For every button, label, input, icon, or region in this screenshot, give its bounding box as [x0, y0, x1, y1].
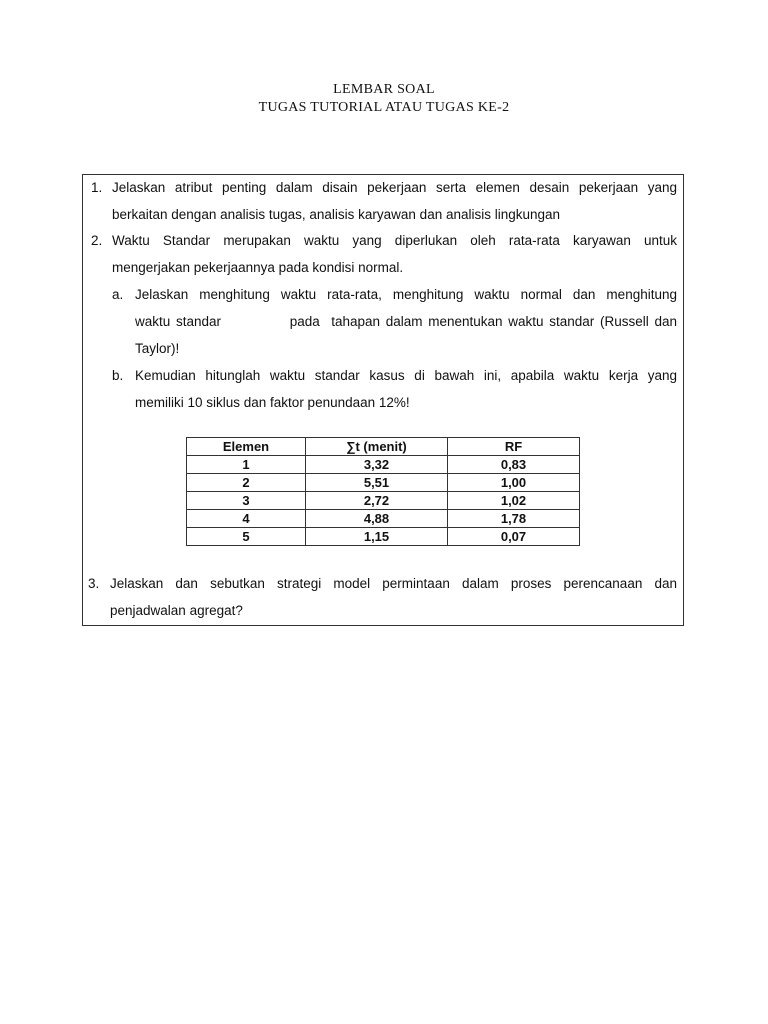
table-row	[187, 510, 580, 528]
cell-elemen: 5	[187, 528, 306, 546]
question-2b-letter: b.	[112, 368, 124, 383]
rf-table	[186, 437, 580, 546]
question-1-number: 1.	[91, 180, 103, 195]
document-subtitle: TUGAS TUTORIAL ATAU TUGAS KE-2	[258, 100, 510, 115]
question-2-line-2: mengerjakan pekerjaannya pada kondisi normal.	[112, 260, 404, 275]
cell-sum-t: 4,88	[306, 510, 448, 528]
header-sum-t: ∑t (menit)	[306, 438, 448, 456]
question-3-line-2: penjadwalan agregat?	[110, 603, 243, 618]
question-2a-line-1: Jelaskan menghitung waktu rata-rata, menghitung waktu normal dan menghitung	[135, 287, 677, 302]
question-2a-line-3: Taylor)!	[135, 341, 180, 356]
question-3-line-1: Jelaskan dan sebutkan strategi model permintaan dalam proses perencanaan dan	[110, 576, 677, 591]
cell-rf: 0,07	[448, 528, 580, 546]
header-elemen: Elemen	[187, 438, 306, 456]
cell-sum-t: 2,72	[306, 492, 448, 510]
question-1-line-1: Jelaskan atribut penting dalam disain pekerjaan serta elemen desain pekerjaan yang	[112, 180, 677, 195]
question-2b-line-2: memiliki 10 siklus dan faktor penundaan 12%!	[135, 395, 410, 410]
cell-rf: 1,02	[448, 492, 580, 510]
table-row	[187, 528, 580, 546]
question-2b-line-1: Kemudian hitunglah waktu standar kasus di bawah ini, apabila waktu kerja yang	[135, 368, 677, 383]
cell-elemen: 3	[187, 492, 306, 510]
table-row	[187, 492, 580, 510]
cell-rf: 1,00	[448, 474, 580, 492]
table-header-row	[187, 438, 580, 456]
cell-sum-t: 1,15	[306, 528, 448, 546]
question-2-line-1: Waktu Standar merupakan waktu yang diperlukan oleh rata-rata karyawan untuk	[112, 233, 677, 248]
table-row	[187, 456, 580, 474]
document-title: LEMBAR SOAL	[333, 82, 435, 97]
cell-sum-t: 5,51	[306, 474, 448, 492]
question-2a-line-2: waktu standar pada tahapan dalam menentukan waktu standar (Russell dan	[135, 314, 677, 329]
cell-sum-t: 3,32	[306, 456, 448, 474]
cell-rf: 1,78	[448, 510, 580, 528]
question-2a-letter: a.	[112, 287, 124, 302]
header-rf: RF	[448, 438, 580, 456]
cell-elemen: 2	[187, 474, 306, 492]
question-2-number: 2.	[91, 233, 103, 248]
cell-elemen: 4	[187, 510, 306, 528]
table-row	[187, 474, 580, 492]
cell-elemen: 1	[187, 456, 306, 474]
question-3-number: 3.	[88, 576, 100, 591]
question-1-line-2: berkaitan dengan analisis tugas, analisis karyawan dan analisis lingkungan	[112, 207, 561, 222]
cell-rf: 0,83	[448, 456, 580, 474]
